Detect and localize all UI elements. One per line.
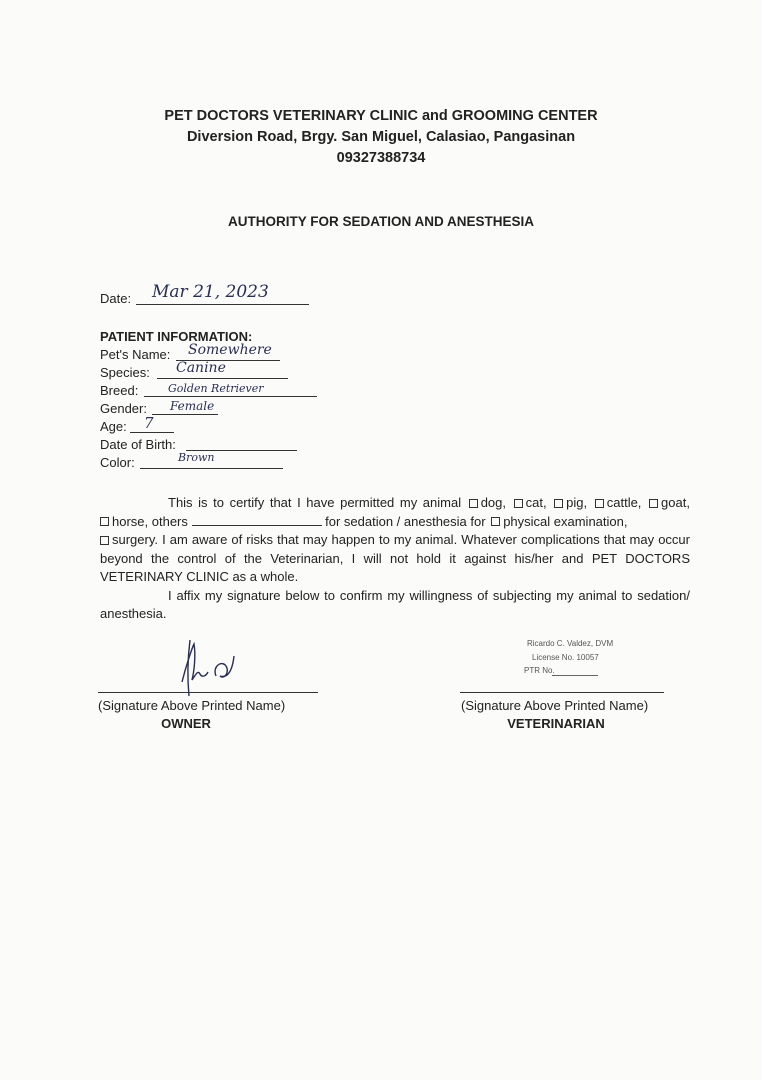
- species-label: Species:: [100, 365, 150, 380]
- pig-checkbox[interactable]: [554, 499, 563, 508]
- others-blank[interactable]: [192, 513, 322, 526]
- clinic-address: Diversion Road, Brgy. San Miguel, Calasiao, Pangasinan: [186, 129, 576, 145]
- owner-role: OWNER: [161, 716, 211, 731]
- age-line: [130, 432, 174, 433]
- horse-checkbox[interactable]: [100, 517, 109, 526]
- consent-line-2: [100, 513, 690, 532]
- vet-stamp-license: License No. 10057: [532, 653, 599, 662]
- date-line: [136, 304, 309, 305]
- form-title: AUTHORITY FOR SEDATION AND ANESTHESIA: [227, 214, 534, 229]
- vet-stamp-ptr: PTR No.: [524, 666, 555, 675]
- cat-checkbox[interactable]: [514, 499, 523, 508]
- consent-line-3: [100, 531, 690, 587]
- color-label: Color:: [100, 455, 135, 470]
- vet-signature-line: [460, 692, 664, 693]
- species-line: [157, 378, 288, 379]
- horse-option: horse, others: [112, 513, 188, 529]
- consent-paragraph: [100, 494, 690, 624]
- surgery-option: surgery.: [112, 532, 158, 547]
- consent-affix: I affix my signature below to confirm my willingness of subjecting my animal to sedation/ anesthesia.: [100, 587, 690, 621]
- owner-signature-drawing: [176, 636, 246, 698]
- consent-intro: This is to certify that I have permitted my animal: [168, 495, 462, 510]
- exam-checkbox[interactable]: [491, 517, 500, 526]
- pet-name-label: Pet's Name:: [100, 347, 171, 362]
- age-label: Age:: [100, 419, 127, 434]
- date-value: Mar 21, 2023: [152, 282, 269, 302]
- breed-value: Golden Retriever: [168, 382, 264, 395]
- species-value: Canine: [176, 360, 226, 376]
- vet-stamp-name: Ricardo C. Valdez, DVM: [527, 639, 614, 648]
- owner-signature-caption: (Signature Above Printed Name): [98, 698, 286, 713]
- consent-risks: I am aware of risks that may happen to my animal. Whatever complications that may occur beyond the control of the Veterinarian, I will not hold it against his/her and PET DOCTORS VETERINARY CLINIC as a whole.: [100, 532, 690, 584]
- dog-option: dog,: [480, 495, 507, 510]
- patient-info-heading: PATIENT INFORMATION:: [100, 329, 253, 344]
- pet-name-value: Somewhere: [188, 342, 272, 358]
- age-value: 7: [144, 414, 154, 432]
- color-line: [140, 468, 283, 469]
- gender-value: Female: [170, 399, 215, 413]
- gender-line: [152, 414, 218, 415]
- color-value: Brown: [178, 451, 215, 464]
- goat-option: goat,: [661, 495, 690, 510]
- surgery-checkbox[interactable]: [100, 536, 109, 545]
- owner-signature-line: [98, 692, 318, 693]
- clinic-phone: 09327388734: [336, 150, 426, 166]
- consent-line-1: [100, 494, 690, 513]
- dog-checkbox[interactable]: [469, 499, 478, 508]
- cattle-option: cattle,: [606, 495, 642, 510]
- dob-label: Date of Birth:: [100, 437, 176, 452]
- consent-purpose: for sedation / anesthesia for: [325, 513, 486, 529]
- clinic-name: PET DOCTORS VETERINARY CLINIC and GROOMING CENTER: [164, 108, 598, 124]
- cat-option: cat,: [525, 495, 547, 510]
- exam-option: physical examination,: [503, 513, 628, 529]
- date-label: Date:: [100, 291, 132, 306]
- breed-label: Breed:: [100, 383, 139, 398]
- breed-line: [144, 396, 317, 397]
- vet-signature-caption: (Signature Above Printed Name): [461, 698, 649, 713]
- vet-ptr-line: [552, 675, 598, 676]
- gender-label: Gender:: [100, 401, 147, 416]
- vet-role: VETERINARIAN: [507, 716, 605, 731]
- pig-option: pig,: [566, 495, 588, 510]
- goat-checkbox[interactable]: [649, 499, 658, 508]
- cattle-checkbox[interactable]: [595, 499, 604, 508]
